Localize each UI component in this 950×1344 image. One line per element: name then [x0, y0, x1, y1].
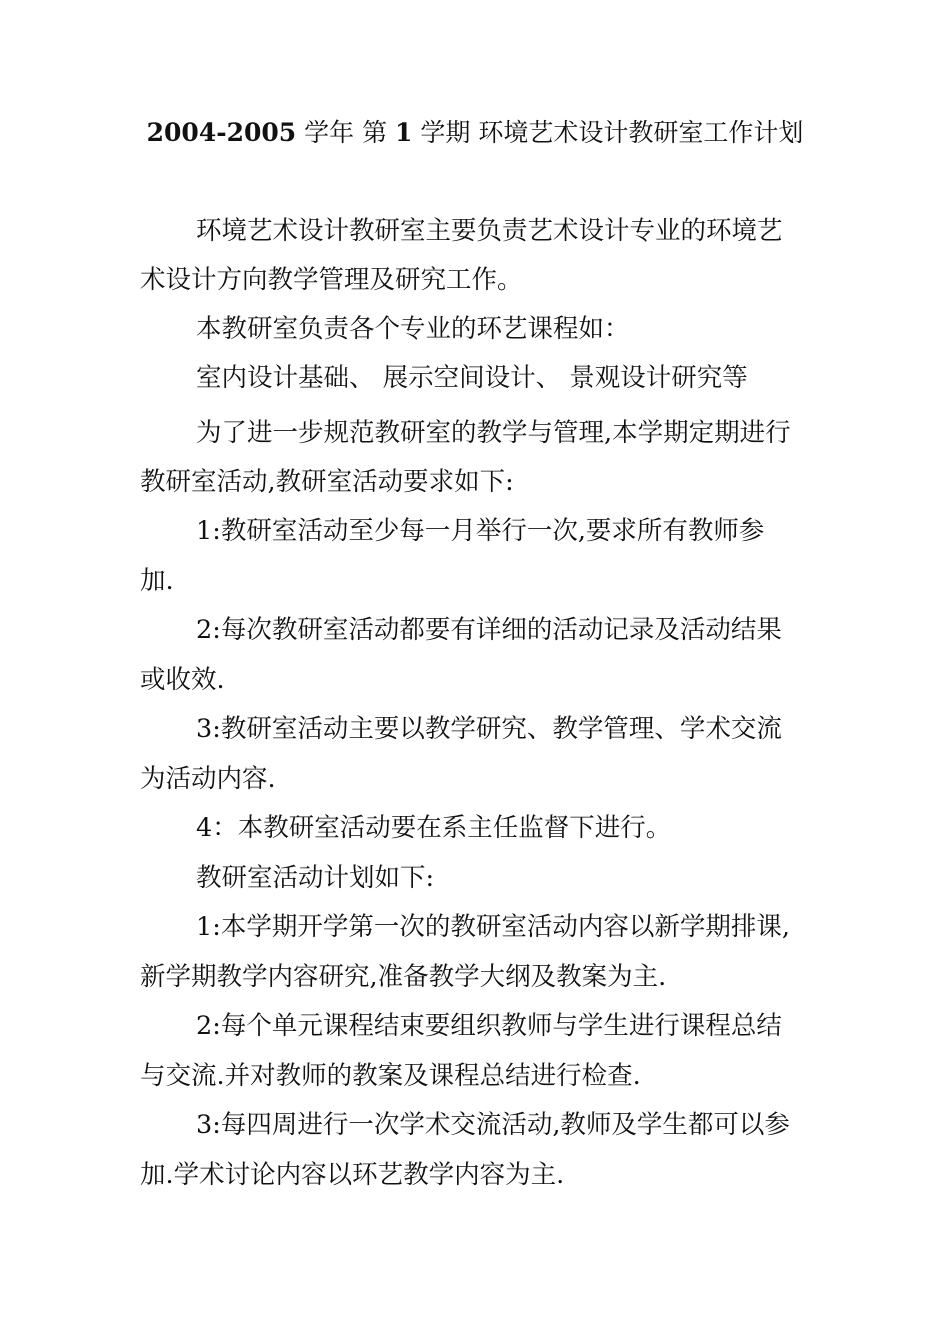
requirement-item-4: 4：本教研室活动要在系主任监督下进行。 [196, 813, 672, 843]
requirement-item-1-line-2: 加. [140, 566, 174, 596]
title-part1: 学年 第 [296, 118, 396, 147]
courses-heading: 本教研室负责各个专业的环艺课程如： [196, 314, 630, 344]
intro-line-1: 环境艺术设计教研室主要负责艺术设计专业的环境艺 [196, 216, 783, 246]
requirement-item-1-line-1: 1:教研室活动至少每一月举行一次,要求所有教师参 [196, 516, 765, 546]
courses-list: 室内设计基础、 展示空间设计、 景观设计研究等 [196, 363, 748, 393]
requirements-intro-line-2: 教研室活动,教研室活动要求如下: [140, 467, 514, 497]
plan-item-2-line-2: 与交流.并对教师的教案及课程总结进行检查. [140, 1061, 641, 1091]
plan-item-2-line-1: 2:每个单元课程结束要组织教师与学生进行课程总结 [196, 1011, 782, 1041]
plan-item-1-line-2: 新学期教学内容研究,准备教学大纲及教案为主. [140, 962, 667, 992]
plan-item-3-line-2: 加.学术讨论内容以环艺教学内容为主. [140, 1160, 565, 1190]
requirements-intro-line-1: 为了进一步规范教研室的教学与管理,本学期定期进行 [196, 418, 791, 448]
plan-heading: 教研室活动计划如下: [196, 863, 435, 893]
intro-line-2: 术设计方向教学管理及研究工作。 [140, 265, 523, 295]
document-title [0, 116, 950, 150]
plan-item-3-line-1: 3:每四周进行一次学术交流活动,教师及学生都可以参 [196, 1110, 790, 1140]
requirement-item-3-line-1: 3:教研室活动主要以教学研究、教学管理、学术交流 [196, 714, 782, 744]
requirement-item-2-line-2: 或收效. [140, 665, 225, 695]
title-term: 1 [395, 118, 413, 147]
plan-item-1-line-1: 1:本学期开学第一次的教研室活动内容以新学期排课, [196, 912, 790, 942]
title-part2: 学期 环境艺术设计教研室工作计划 [412, 118, 804, 147]
requirement-item-2-line-1: 2:每次教研室活动都要有详细的活动记录及活动结果 [196, 615, 782, 645]
requirement-item-3-line-2: 为活动内容. [140, 764, 276, 794]
title-years: 2004-2005 [146, 118, 297, 147]
